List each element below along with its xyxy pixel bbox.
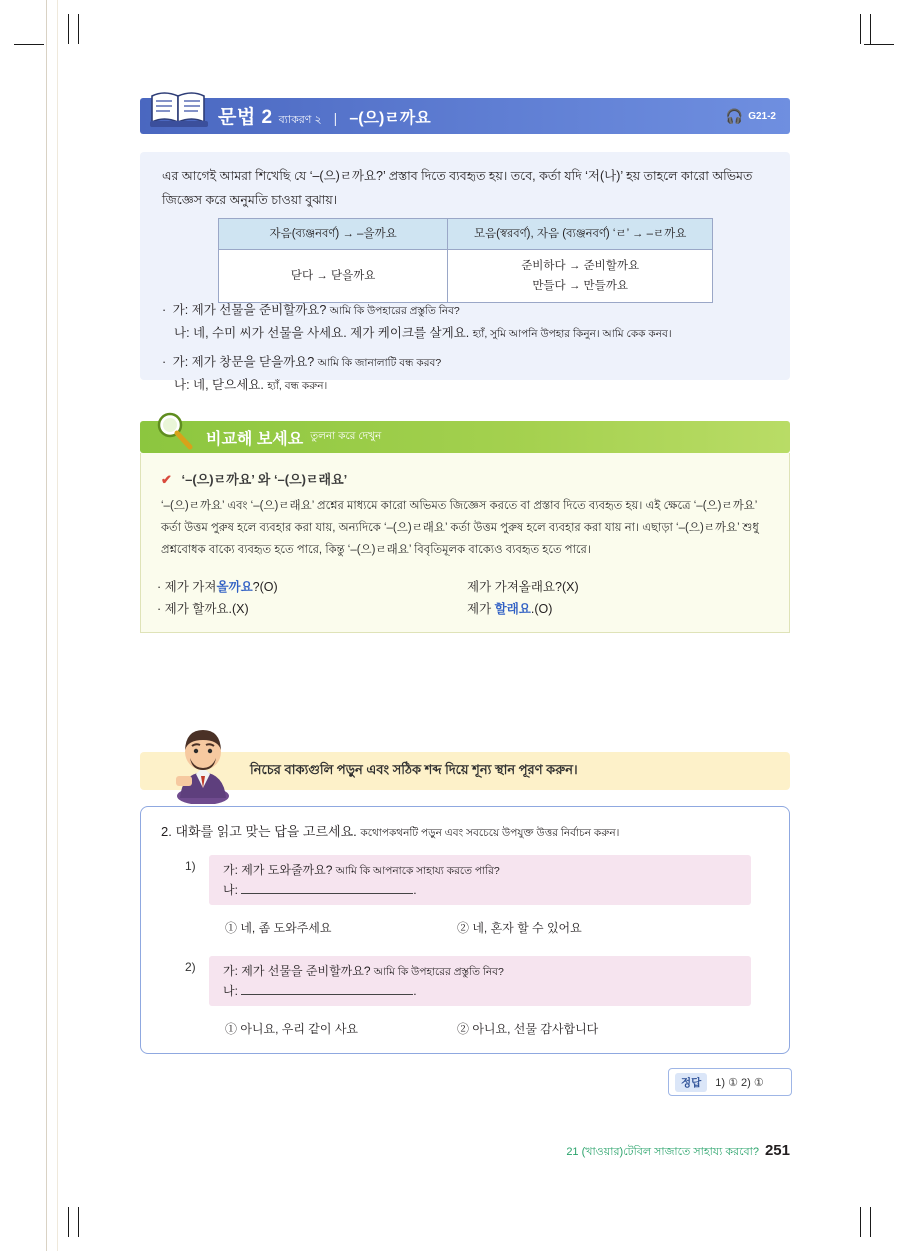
page-footer	[0, 1142, 790, 1162]
table-row	[219, 250, 713, 303]
example-question-1	[162, 300, 777, 322]
example-answer-2	[162, 375, 777, 397]
compare-item-bold: 할래요	[494, 602, 531, 616]
question-1-choices	[225, 919, 689, 936]
crop-mark	[860, 1207, 861, 1237]
compare-paragraph: ‘–(으)ㄹ까요’ এবং ‘–(으)ㄹ래요’ প্রশ্নের মাধ্যমে কারো অভিমত জিজ্ঞেস করতে বা প্রস্তাব দিতে ব্যবহৃত হয়। এই ক্ষেত্রে ‘–(으)ㄹ까요’ কর্তা উত্তম পুরুষ হলে ব্যবহার করা যায়, অন্যদিকে ‘–(으)ㄹ래요’ কর্তা উত্তম পুরুষ হলে ব্যবহার করা যায় না। এছাড়া ‘–(으)ㄹ까요’ শুধু প্রশ্নবোধক বাক্যে ব্যবহৃত হতে পারে, কিন্তু ‘–(으)ㄹ래요’ বিবৃতিমূলক বাক্যেও ব্যবহৃত হতে পারে।	[161, 500, 759, 556]
question-2-prompt-bangla: আমি কি উপহারের প্রস্তুতি নিব?	[373, 966, 504, 978]
grammar-form: –(으)ㄹ까요	[349, 110, 431, 127]
crop-mark	[860, 14, 861, 44]
grammar-title-korean: 문법 2	[218, 107, 273, 128]
table-header-vowel: 모음(স্বরবর্ণ), 자음 (ব্যঞ্জনবর্ণ) ‘ㄹ’ → –ㄹ까요	[448, 219, 713, 250]
headphone-icon: 🎧	[725, 108, 744, 124]
answer-suffix: .	[413, 883, 417, 897]
compare-item-bold: 올까요	[216, 580, 253, 594]
page-number: 251	[764, 1142, 790, 1159]
compare-item	[157, 576, 467, 598]
answer-blank-input[interactable]	[241, 880, 413, 894]
crop-mark	[68, 1207, 69, 1237]
question-1-answer-line	[223, 880, 417, 900]
question-2-answer-line	[223, 981, 417, 1001]
exercise-title-bangla: কথোপকথনটি পড়ুন এবং সবচেয়ে উপযুক্ত উত্তর নির্বাচন করুন।	[360, 827, 620, 839]
grammar-section-header	[140, 98, 790, 134]
example-question-2	[162, 352, 777, 374]
table-cell-consonant-example: 닫다 → 닫을까요	[219, 250, 448, 303]
compare-section-header	[140, 421, 790, 453]
exercise-title	[161, 821, 619, 843]
magnifier-icon	[150, 409, 198, 453]
answer-key-value: 1) ① 2) ①	[715, 1076, 764, 1089]
exercise-title-korean: 2. 대화를 읽고 맞는 답을 고르세요.	[161, 824, 357, 839]
compare-body	[140, 453, 790, 633]
choice-option[interactable]: ① 아니요, 우리 같이 사요	[225, 1022, 358, 1036]
compare-item-post: ?(O)	[252, 580, 278, 594]
bullet-icon: ·	[162, 355, 167, 369]
instruction-text: নিচের বাক্যগুলি পড়ুন এবং সঠিক শব্দ দিয়ে শূন্য স্থান পূরণ করুন।	[250, 761, 578, 777]
table-cell-vowel-examples	[448, 250, 713, 303]
crop-mark	[78, 1207, 79, 1237]
choice-option[interactable]: ① 네, 좀 도와주세요	[225, 921, 332, 935]
grammar-title-bangla: ব্যাকরণ ২	[278, 114, 322, 126]
compare-title-korean: 비교해 보세요	[206, 430, 304, 448]
example-answer-korean: 나: 네, 닫으세요.	[174, 378, 264, 392]
compare-column-left	[157, 576, 467, 620]
answer-blank-input[interactable]	[241, 981, 413, 995]
compare-item-pre: 제가 할까요.(X)	[164, 602, 249, 616]
example-question-korean: 가: 제가 선물을 준비할까요?	[172, 303, 327, 317]
compare-title-bangla: তুলনা করে দেখুন	[310, 429, 382, 442]
example-question-korean: 가: 제가 창문을 닫을까요?	[172, 355, 315, 369]
answer-key-bar	[668, 1068, 792, 1096]
example-list	[162, 300, 777, 398]
answer-key-label: 정답	[675, 1073, 707, 1092]
page-edge-rule-secondary	[57, 0, 58, 1251]
question-2-prompt-korean: 가: 제가 선물을 준비할까요?	[223, 964, 371, 978]
footer-chapter-title: 21 (খাওয়ার)টেবিল সাজাতে সাহায্য করবো?	[566, 1146, 759, 1158]
compare-item	[157, 598, 467, 620]
audio-track-label: G21-2	[748, 111, 776, 122]
open-book-icon	[148, 88, 210, 134]
compare-item-post: .(O)	[530, 602, 553, 616]
choice-option[interactable]: ② 네, 혼자 할 수 있어요	[457, 921, 582, 935]
compare-item	[467, 598, 777, 620]
question-2-prompt	[223, 961, 504, 982]
choice-option[interactable]: ② 아니요, 선물 감사합니다	[457, 1022, 599, 1036]
bullet-icon: ·	[162, 303, 167, 317]
question-1-prompt-bangla: আমি কি আপনাকে সাহায্য করতে পারি?	[335, 865, 500, 877]
page-edge-rule	[46, 0, 47, 1251]
compare-item	[467, 576, 777, 598]
example-answer-korean: 나: 네, 수미 씨가 선물을 사세요. 제가 케이크를 살게요.	[174, 326, 470, 340]
teacher-avatar	[168, 718, 238, 804]
compare-item-pre: 제가 가져	[164, 580, 217, 594]
crop-mark	[78, 14, 79, 44]
example-answer-bangla: হ্যাঁ, সুমি আপনি উপহার কিনুন। আমি কেক কনব।	[472, 328, 672, 340]
bullet-icon: ·	[157, 602, 162, 616]
answer-suffix: .	[413, 984, 417, 998]
crop-mark	[870, 1207, 871, 1237]
question-1-prompt-korean: 가: 제가 도와줄까요?	[223, 863, 333, 877]
exercise-box	[140, 806, 790, 1054]
bullet-icon: ·	[157, 580, 162, 594]
grammar-explanation-panel	[140, 152, 790, 392]
table-header-consonant: 자음(ব্যঞ্জনবর্ণ) → –을까요	[219, 219, 448, 250]
question-number-2: 2)	[185, 960, 196, 974]
question-number-1: 1)	[185, 859, 196, 873]
crop-mark	[68, 14, 69, 44]
crop-mark	[14, 44, 44, 45]
example-answer-bangla: হ্যাঁ, বন্ধ করুন।	[267, 380, 328, 392]
answer-prefix: 나:	[223, 984, 238, 998]
compare-heading-text: ‘–(으)ㄹ까요’ 와 ‘–(으)ㄹ래요’	[181, 472, 348, 487]
answer-prefix: 나:	[223, 883, 238, 897]
compare-heading	[161, 469, 347, 488]
compare-column-right	[467, 576, 777, 620]
audio-track-badge	[726, 108, 776, 125]
compare-columns	[157, 576, 777, 620]
question-1-prompt	[223, 860, 500, 881]
compare-item-pre: 제가	[467, 602, 495, 616]
table-header-row	[219, 219, 713, 250]
question-2-choices	[225, 1020, 689, 1037]
grammar-explanation-text: এর আগেই আমরা শিখেছি যে ‘–(으)ㄹ까요?’ প্রস্তাব দিতে ব্যবহৃত হয়। তবে, কর্তা যদি ‘저(나)’ হয় তাহলে কারো অভিমত জিজ্ঞেস করে অনুমতি চাওয়া বুঝায়।	[162, 169, 753, 207]
compare-item-pre: 제가 가져올래요?(X)	[467, 580, 579, 594]
example-question-bangla: আমি কি জানালাটি বন্ধ করব?	[317, 357, 442, 369]
vowel-example-1: 준비하다 → 준비할까요	[521, 260, 640, 272]
grammar-title-separator: |	[333, 110, 338, 126]
crop-mark	[864, 44, 894, 45]
crop-mark	[870, 14, 871, 44]
vowel-example-2: 만들다 → 만들까요	[532, 280, 628, 292]
check-icon: ✔	[161, 472, 172, 487]
example-question-bangla: আমি কি উপহারের প্রস্তুতি নিব?	[329, 305, 460, 317]
conjugation-table	[218, 218, 713, 303]
example-answer-1	[162, 323, 777, 345]
